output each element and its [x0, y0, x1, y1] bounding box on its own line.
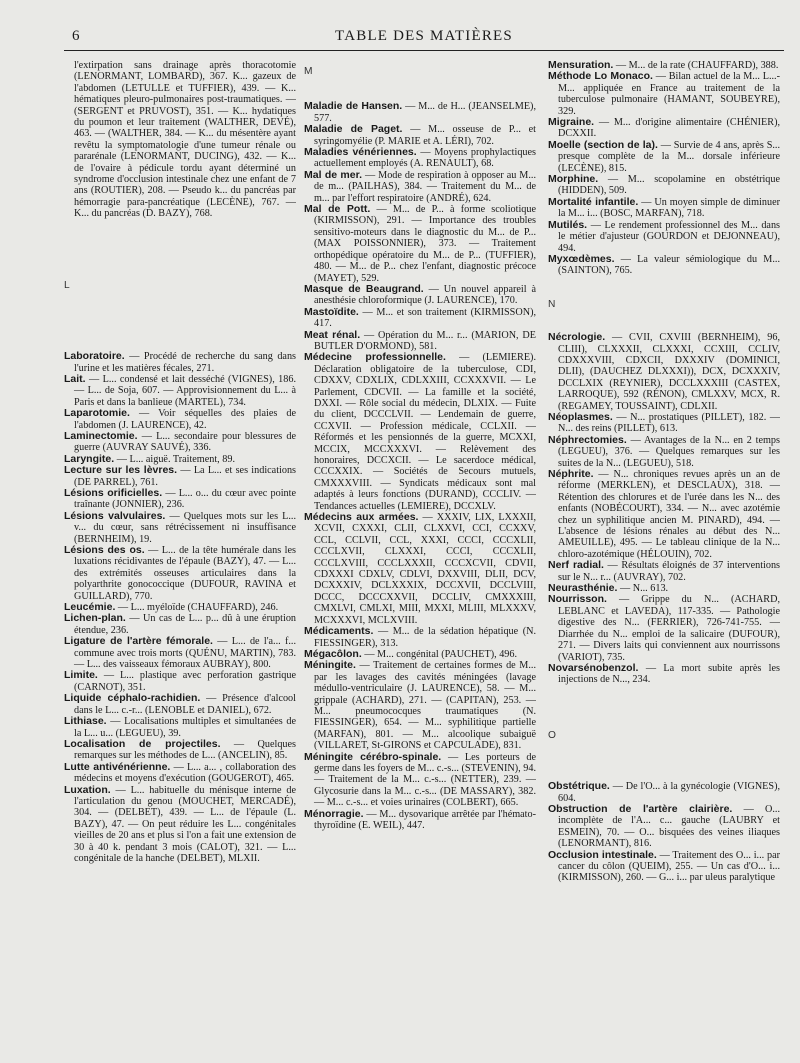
- index-entry: [548, 804, 780, 850]
- entry-term: Nourrisson.: [548, 593, 607, 606]
- index-entry: [304, 284, 536, 307]
- entry-text: — M... d'origine alimentaire (CHÉNIER), DCXXII.: [558, 117, 780, 140]
- section-letter-o: O: [548, 729, 556, 741]
- entry-term: Néoplasmes.: [548, 410, 613, 423]
- entry-text: — Traitement de certaines formes de M... par les lavages des cavités méningées (lavage médullo-ventriculaire (J. LAURENCE), 58. — M... grippale (ACHARD), 271. — (CAPITAN), 253. — M... pneumococques traumatiques (N. FIESSINGER), 654. — M... syphilitique partielle (MARFAN), 801. — M... alcoolique subaiguë (VILLARET, St-GIRONS et CAPCULADE), 831.: [314, 660, 536, 752]
- entry-term: Neurasthénie.: [548, 582, 618, 595]
- entry-text: — M... de la sédation hépatique (N. FIESSINGER), 313.: [314, 626, 536, 649]
- entry-term: Obstétrique.: [548, 780, 610, 793]
- index-entry: [304, 330, 536, 353]
- index-entry: [304, 512, 536, 626]
- entry-term: Méthode Lo Monaco.: [548, 70, 653, 83]
- entry-text: — M... et son traitement (KIRMISSON), 417.: [314, 306, 536, 330]
- entry-text: — La valeur sémiologique du M... (SAINTON), 765.: [558, 253, 780, 277]
- entry-text: — Un nouvel appareil à anesthésie chloroformique (J. LAURENCE), 170.: [314, 283, 536, 307]
- entry-term: Lithiase.: [64, 715, 107, 728]
- index-entry: [304, 352, 536, 512]
- index-entry: [64, 465, 296, 488]
- page-title: TABLE DES MATIÈRES: [335, 28, 513, 44]
- entry-term: Mortalité infantile.: [548, 195, 639, 208]
- entry-term: Meat rénal.: [304, 328, 361, 341]
- continued-entry: l'extirpation sans drainage après thoracotomie (LENORMANT, LOMBARD), 367. K... gazeux de l'abdomen (LETULLE et TUFFIER), 439. — K... hématiques pleuro-pulmonaires post-traumatiques. — (SERGENT et PRUVOST), 351. — K... hydatiques du poumon et leur traitement (WALTHER, DEVÉ), 463. — (WALTHER, 384. — K... du mésentère ayant revêtu la symptomatologie d'une tumeur rénale ou pararénale (LENORMANT, DUCING), 432. — K... de l'ovaire à pédicule tordu ayant déterminé un syndrome d'occlusion intestinale chez une enfant de 7 ans (ROUTIER), 208. — Pseudo k... du pancréas par hémorragie para-pancréatique (LECÈNE), 767. — K... du pancréas (D. BAZY), 768.: [74, 60, 296, 220]
- index-entry: [548, 412, 780, 435]
- entry-term: Migraine.: [548, 116, 595, 129]
- entry-term: Méningite.: [304, 659, 356, 672]
- entry-term: Mal de mer.: [304, 168, 363, 181]
- entry-term: Maladie de Paget.: [304, 123, 403, 136]
- entry-term: Luxation.: [64, 783, 111, 796]
- entry-term: Lésions des os.: [64, 544, 145, 556]
- entry-term: Mensuration.: [548, 60, 614, 71]
- entry-term: Néphrite.: [548, 468, 594, 480]
- index-entry: [304, 660, 536, 751]
- entry-text: — CVII, CXVIII (BERNHEIM), 96, CLIII), CLXXXII, CLXXXI, CCXIII, CCLIV, CDXXXVIII, CDXCII, DXXXIV (DOMINICI, DLII), (DAUCHEZ DLXXXI)), DCX, DCXXXIV, DCCLXIX (REYNIER), DCCLXXXIII (CASTEX, LARROQUE), 592 (RÉNON), CMLXXV, MCX, R. (REGAMEY, TOUSSAINT), CDLXII.: [558, 332, 780, 412]
- index-entry: [548, 174, 780, 197]
- entry-term: Néphrectomies.: [548, 433, 627, 446]
- index-entry: [548, 560, 780, 583]
- entry-text: — L... secondaire pour blessures de guerre (AUVRAY SAUVÉ), 336.: [74, 430, 296, 454]
- entry-term: Masque de Beaugrand.: [304, 282, 424, 295]
- entry-term: Lichen-plan.: [64, 612, 126, 625]
- entry-text: — Traitement des O... i... par cancer du côlon (QUEIM), 255. — Un cas d'O... i... (KIRMISSON), 260. — G... i... par uleus paralytique: [558, 849, 780, 884]
- entry-term: Lecture sur les lèvres.: [64, 464, 178, 477]
- entry-text: — Procédé de recherche du sang dans l'urine et les matières fécales, 271.: [74, 351, 296, 374]
- entry-term: Ménorragie.: [304, 807, 364, 820]
- entry-term: Liquide céphalo-rachidien.: [64, 692, 201, 705]
- index-columns: [64, 60, 790, 1060]
- entry-text: — Résultats éloignés de 37 interventions sur le N... r... (AUVRAY), 702.: [558, 560, 780, 583]
- entry-term: Médecins aux armées.: [304, 511, 419, 524]
- index-entry: [548, 332, 780, 412]
- entry-text: — XXXIV, LIX, LXXXII, XCVII, CXXXI, CLII, CLXXVI, CCI, CCXXV, CCL, CCLVII, CCL, XXXI, CCCI, CCCXLII, CCCLXVII, CLXXXI, CCCI, CCCXLII, CCCLXVIII, CCCLXXXII, CCCXCVII, CDVII, CDXXXI CDXLV, CDLVI, DXXVIII, DLII, DCV, DCXXXIV, DCLXXXIX, DCCXVII, DCCLVIII, DCCC, DCCCXXVII, DCCLIV, CMXXXIII, CMXLVI, CMLXI, MIII, MXXI, MLIII, MLXXXV, MCXXXVI, MCLXVIII.: [314, 512, 536, 626]
- entry-text: — Grippe du N... (ACHARD, LEBLANC et LAVEDA), 117-335. — Pathologie digestive des N... (FERRIER), 726-741-755. — Diarrhée du N... emploi de la salicaire (DUFOUR), 271. — Divers laits qui conviennent aux nourrissons (VARIOT), 735.: [558, 594, 780, 663]
- entry-text: — M... de H... (JEANSELME), 577.: [314, 101, 536, 124]
- column-3: [548, 60, 780, 1050]
- index-entry: [304, 147, 536, 170]
- entry-term: Lait.: [64, 372, 86, 385]
- entry-term: Moelle (section de la).: [548, 138, 658, 151]
- entry-text: — M... congénital (PAUCHET), 496.: [364, 648, 518, 660]
- index-entry: [548, 469, 780, 560]
- index-entry: [64, 545, 296, 602]
- entry-text: — Bilan actuel de la M... L...-M... appliquée en France au traitement de la tuberculose pulmonaire (HAMANT, SOUBEYRE), 329.: [558, 71, 780, 117]
- entry-text: — Quelques remarques sur les méthodes de L... (ANCELIN), 85.: [74, 738, 296, 762]
- entry-term: Myxœdèmes.: [548, 252, 615, 265]
- index-entry: [64, 408, 296, 431]
- entries-m: [304, 101, 536, 831]
- entry-text: — M... scopolamine en obstétrique (HIDDEN), 509.: [558, 174, 780, 197]
- entry-text: — Mode de respiration à opposer au M... de m... (PAILHAS), 384. — Traitement du M... de m... par l'effort respiratoire (ANDRÉ), 624.: [314, 169, 536, 204]
- index-entry: [64, 785, 296, 865]
- entry-text: — Présence d'alcool dans le L... c.-r... (LENOBLE et DANIEL), 672.: [74, 693, 296, 716]
- index-entry: [64, 431, 296, 454]
- index-entry: [64, 636, 296, 670]
- index-entry: [64, 488, 296, 511]
- entry-text: — (LEMIERE). Déclaration obligatoire de la tuberculose, CDI, CDXXV, CDXLIX, CDLXXIII, CCXXXVII. — Le Parlement, CDCVII. — La famille et la société, DXXI. — Rôle social du médecin, DLXIX. — Fuite du client, DCCCLVII. — Lendemain de guerre, CCXVII. — Profession médicale, CCLXII. — Réformés et les pensionnés de la guerre, MCXXI, MCCIX, MCCXXXVI. — Relèvement des honoraires, DCCXCII. — Le sacerdoce médical, CCCXXIX. — Sociétés de Secours mutuels, CMXXXVIII. — Syndicats médicaux sont mal adaptés à leurs fonctions (DURAND), CCCLIV. — Tendances actuelles (LEMIERE), DCCXLV.: [314, 352, 536, 512]
- entry-term: Laryngite.: [64, 452, 115, 465]
- page-number: 6: [72, 28, 80, 44]
- index-entry: [548, 663, 780, 686]
- entry-text: — L... plastique avec perforation gastrique (CARNOT), 351.: [74, 670, 296, 693]
- entry-term: Occlusion intestinale.: [548, 848, 657, 861]
- index-entry: [548, 71, 780, 117]
- entry-text: — Voir séquelles des plaies de l'abdomen (J. LAURENCE), 42.: [74, 408, 296, 431]
- index-entry: [304, 752, 536, 809]
- entry-term: Lésions valvulaires.: [64, 509, 166, 522]
- column-1: [64, 60, 296, 1050]
- entry-text: — Le rendement professionnel des M... dans le métier d'ajusteur (GOURDON et DEJONNEAU), 494.: [558, 219, 780, 254]
- page-header: [64, 28, 784, 51]
- index-entry: [548, 594, 780, 662]
- entry-text: — L... myéloïde (CHAUFFARD), 246.: [117, 602, 279, 614]
- entry-text: — Un cas de L... p... dû à une éruption étendue, 236.: [74, 613, 296, 636]
- entry-term: Laminectomie.: [64, 429, 138, 442]
- index-entry: [548, 220, 780, 254]
- entry-term: Médicaments.: [304, 625, 374, 638]
- index-entry: [64, 511, 296, 545]
- entry-term: Nécrologie.: [548, 331, 606, 344]
- index-entry: [64, 670, 296, 693]
- entry-term: Maladies vénériennes.: [304, 146, 417, 159]
- section-letter-m: M: [304, 66, 313, 77]
- entry-term: Mal de Pott.: [304, 203, 371, 216]
- entry-text: — L... aiguë. Traitement, 89.: [116, 453, 236, 465]
- index-entry: [64, 613, 296, 636]
- index-entry: [548, 850, 780, 884]
- entries-o: [548, 781, 780, 884]
- index-entry: [304, 124, 536, 147]
- entry-text: — M... osseuse de P... et syringomyélie (P. MARIE et A. LÉRI), 702.: [314, 124, 536, 147]
- index-entry: [304, 307, 536, 330]
- entry-text: — Moyens prophylactiques actuellement employés (A. RENAULT), 68.: [314, 147, 536, 170]
- entry-text: — N... chroniques revues après un an de réforme (MERKLEN), et DESCLAUX), 318. — Rétention des chlorures et de l'urée dans les N... des enfants (NOBÉCOURT), 334. — N... avec azotémie chez un syphilitique ancien M. PINARD), 494. — L'absence de lésions rénales au début des N... AMEUILLE), 495. — Le tableau clinique de la N... chloro-azotémique (HÉLOUIN), 702.: [558, 469, 780, 560]
- index-entry: [548, 435, 780, 469]
- index-entry: [304, 809, 536, 832]
- entries-n: [548, 332, 780, 686]
- entry-text: — L... habituelle du ménisque interne de l'articulation du genou (MOUCHET, MERCADÉ), 304. — (DELBET), 439. — L... de l'épaule (L. BAZY), 47. — On peut réduire les L... congénitales vieilles de 20 ans et plus si l'on a fait une extension de 30 à 40 k. pendant 3 mois (CALOT), 321. — L... congénitale de la hanche (DELBET), MLXII.: [74, 784, 296, 864]
- index-entry: [548, 781, 780, 804]
- entry-text: — N... prostatiques (PILLET), 182. — N... des reins (PILLET), 613.: [558, 411, 780, 435]
- entry-term: Ligature de l'artère fémorale.: [64, 635, 213, 648]
- entry-term: Laparotomie.: [64, 407, 130, 420]
- entry-term: Mégacôlon.: [304, 647, 362, 660]
- index-entry: [548, 197, 780, 220]
- index-entry: [304, 204, 536, 284]
- entry-text: — M... de P... à forme scoliotique (KIRMISSON), 291. — Importance des troubles sensitivo-moteurs dans le diagnostic du M... de P... (MAX POISSONNIER), 373. — Traitement orthopédique opératoire du M... de P... (TUFFIER), 480. — M... de P... chez l'enfant, diagnostic précoce (MAYET), 529.: [314, 204, 536, 284]
- entries-m-cont: [548, 60, 780, 277]
- index-entry: [64, 739, 296, 762]
- entry-term: Méningite cérébro-spinale.: [304, 750, 442, 763]
- index-entry: [64, 351, 296, 374]
- entry-term: Novarsénobenzol.: [548, 661, 639, 674]
- entry-term: Médecine professionnelle.: [304, 351, 446, 364]
- index-entry: [304, 101, 536, 124]
- entry-text: — O... incomplète de l'A... c... gauche (LAUBRY et ESMEIN), 70. — O... bisquées des veines iliaques (LENORMANT), 816.: [558, 803, 780, 850]
- entry-term: Morphine.: [548, 173, 599, 186]
- entry-term: Mutilés.: [548, 218, 588, 231]
- entry-term: Laboratoire.: [64, 350, 125, 363]
- index-entry: [64, 716, 296, 739]
- entry-text: — Les porteurs de germe dans les foyers de M... c.-s... (STEVENIN), 94. — Traitement de la M... c.-s... (NETTER), 239. — Glycosurie dans la M... c.-s... (DE MASSARY), 382. — M... c.-s... et voies urinaires (COLBERT), 665.: [314, 751, 536, 809]
- index-entry: [548, 254, 780, 277]
- entry-text: — La L... et ses indications (DE PARREL), 761.: [74, 465, 296, 488]
- index-entry: [548, 117, 780, 140]
- index-entry: [64, 693, 296, 716]
- entry-text: — Survie de 4 ans, après S... presque complète de la M... dorsale inférieure (LECÈNE), 815.: [558, 139, 780, 174]
- entries-l: [64, 351, 296, 864]
- entry-text: — La mort subite après les injections de N..., 234.: [558, 662, 780, 686]
- entry-text: — L... condensé et lait desséché (VIGNES), 186. — L... de Soja, 607. — Approvisionnement du L... à Paris et dans la banlieue (MARTEL), 734.: [74, 373, 296, 408]
- entry-text: — Un moyen simple de diminuer la M... i... (BOSC, MARFAN), 718.: [558, 196, 780, 220]
- entry-term: Nerf radial.: [548, 559, 604, 572]
- entry-term: Obstruction de l'artère clairière.: [548, 802, 733, 815]
- entry-text: — Opération du M... r... (MARION, DE BUTLER D'ORMOND), 581.: [314, 329, 536, 352]
- entry-term: Mastoïdite.: [304, 305, 359, 318]
- index-entry: [64, 762, 296, 785]
- entry-text: — L... de l'a... f... commune avec trois morts (QUÉNU, MARTIN), 783. — L... des vaisseaux fémoraux AUBRAY), 800.: [74, 636, 296, 671]
- column-2: [304, 60, 536, 1050]
- entry-term: Leucémie.: [64, 601, 116, 614]
- entry-term: Lésions orificielles.: [64, 486, 163, 499]
- entry-term: Lutte antivénérienne.: [64, 760, 171, 773]
- entry-text: — De l'O... à la gynécologie (VIGNES), 604.: [558, 781, 780, 804]
- entry-text: — M... de la rate (CHAUFFARD), 388.: [615, 60, 779, 71]
- entry-text: — Quelques mots sur les L... v... du cœur, sans rétrécissement ni insuffisance (BERNHEIM), 19.: [74, 510, 296, 545]
- entry-term: Localisation de projectiles.: [64, 737, 221, 750]
- entry-text: — Avantages de la N... en 2 temps (LEGUEU), 376. — Quelques remarques sur les suites de la N... (LEGUEU), 518.: [558, 434, 780, 469]
- index-entry: [548, 140, 780, 174]
- entry-text: — L... o... du cœur avec pointe traînante (JONNIER), 236.: [74, 487, 296, 511]
- index-entry: [304, 170, 536, 204]
- index-entry: [64, 374, 296, 408]
- entry-text: — Localisations multiples et simultanées de la L... u... (LEGUEU), 39.: [74, 716, 296, 739]
- entry-text: — M... dysovarique arrêtée par l'hémato-thyroïdine (E. WEIL), 447.: [314, 808, 536, 831]
- section-letter-n: N: [548, 298, 556, 310]
- entry-term: Maladie de Hansen.: [304, 100, 403, 113]
- index-entry: [304, 626, 536, 649]
- section-letter-l: L: [64, 279, 70, 291]
- entry-text: — L... a... , collaboration des médecins et moyens d'exécution (GOUGEROT), 465.: [74, 761, 296, 785]
- entry-text: — L... de la tête humérale dans les luxations récidivantes de l'épaule (BAZY), 47. — L... des extrémités osseuses articulaires dans la polyarthrite gonococcique (DUFOUR, RAVINA et GUILLARD), 770.: [74, 545, 296, 602]
- entry-text: — N... 613.: [620, 583, 669, 595]
- entry-term: Limite.: [64, 669, 98, 682]
